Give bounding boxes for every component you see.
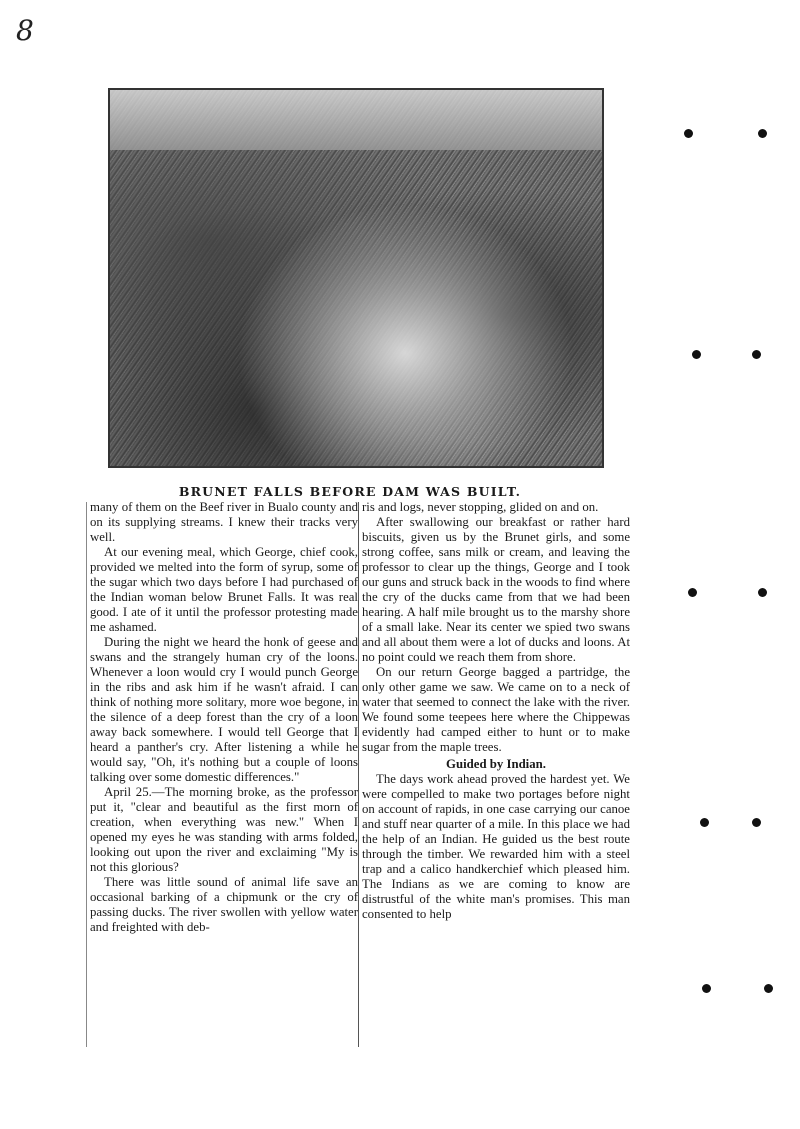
binder-hole [700, 818, 709, 827]
binder-hole [688, 588, 697, 597]
column-divider [358, 502, 359, 1047]
photo-caption: BRUNET FALLS BEFORE DAM WAS BUILT. [178, 484, 522, 499]
paragraph: On our return George bagged a partridge, the only other game we saw. We came on to a neck of water that seemed to connect the lake with the river. We found some teepees here where the Chippewas evidently had camped either to hunt or to make sugar from the maple trees. [362, 665, 630, 754]
page-number: 8 [16, 14, 34, 47]
paragraph: During the night we heard the honk of geese and swans and the strangely human cry of the loons. Whenever a loon would cry I would punch George in the ribs and ask him if he wasn't afraid. I can think of nothing more solitary, more woe begone, in the silence of a deep forest than the cry of a loon away back somewhere. I would tell George that I heard a panther's cry. After listening a while he would say, "Oh, it's nothing but a couple of loons talking over some domestic differences." [90, 635, 358, 784]
paragraph: ris and logs, never stopping, glided on and on. [362, 500, 599, 514]
binder-hole [702, 984, 711, 993]
photograph-brunet-falls [108, 88, 604, 468]
left-column-rule [86, 502, 87, 1047]
binder-hole [684, 129, 693, 138]
paragraph: There was little sound of animal life save an occasional barking of a chipmunk or the cry of passing ducks. The river swollen with yellow water and freighted with deb- [90, 875, 358, 934]
binder-hole [752, 350, 761, 359]
right-column [362, 500, 630, 922]
paragraph: April 25.—The morning broke, as the professor put it, "clear and beautiful as the first morn of creation, when everything was new." When I opened my eyes he was standing with arms folded, looking out upon the river and exclaiming "My is not this glorious? [90, 785, 358, 874]
binder-hole [758, 588, 767, 597]
binder-hole [764, 984, 773, 993]
binder-hole [758, 129, 767, 138]
paragraph: many of them on the Beef river in Bualo county and on its supplying streams. I knew their tracks very well. [90, 500, 358, 544]
section-subheading: Guided by Indian. [446, 757, 546, 771]
paragraph: After swallowing our breakfast or rather hard biscuits, given us by the Brunet girls, and some strong coffee, sans milk or cream, and leaving the professor to clear up the things, George and I took our guns and struck back in the woods to find where the cry of the ducks came from that we had been hearing. A half mile brought us to the marshy shore of a small lake. Near its center we spied two swans and all about them were a lot of ducks and loons. At no point could we reach them from shore. [362, 515, 630, 664]
paragraph: The days work ahead proved the hardest yet. We were compelled to make two portages before night on account of rapids, in one case carrying our canoe and stuff near quarter of a mile. In this place we had the help of an Indian. He guided us the best route through the timber. We rewarded him with a steel trap and a calico handkerchief which pleased him. The Indians as we are coming to know are distrustful of the white man's promises. This man consented to help [362, 772, 630, 921]
paragraph: At our evening meal, which George, chief cook, provided we melted into the form of syrup, some of the sugar which two days before I had purchased of the Indian woman below Brunet Falls. It was real good. I ate of it until the professor protesting made me ashamed. [90, 545, 358, 634]
binder-hole [692, 350, 701, 359]
binder-hole [752, 818, 761, 827]
photo-sky-area [110, 90, 602, 150]
left-column [90, 500, 358, 935]
